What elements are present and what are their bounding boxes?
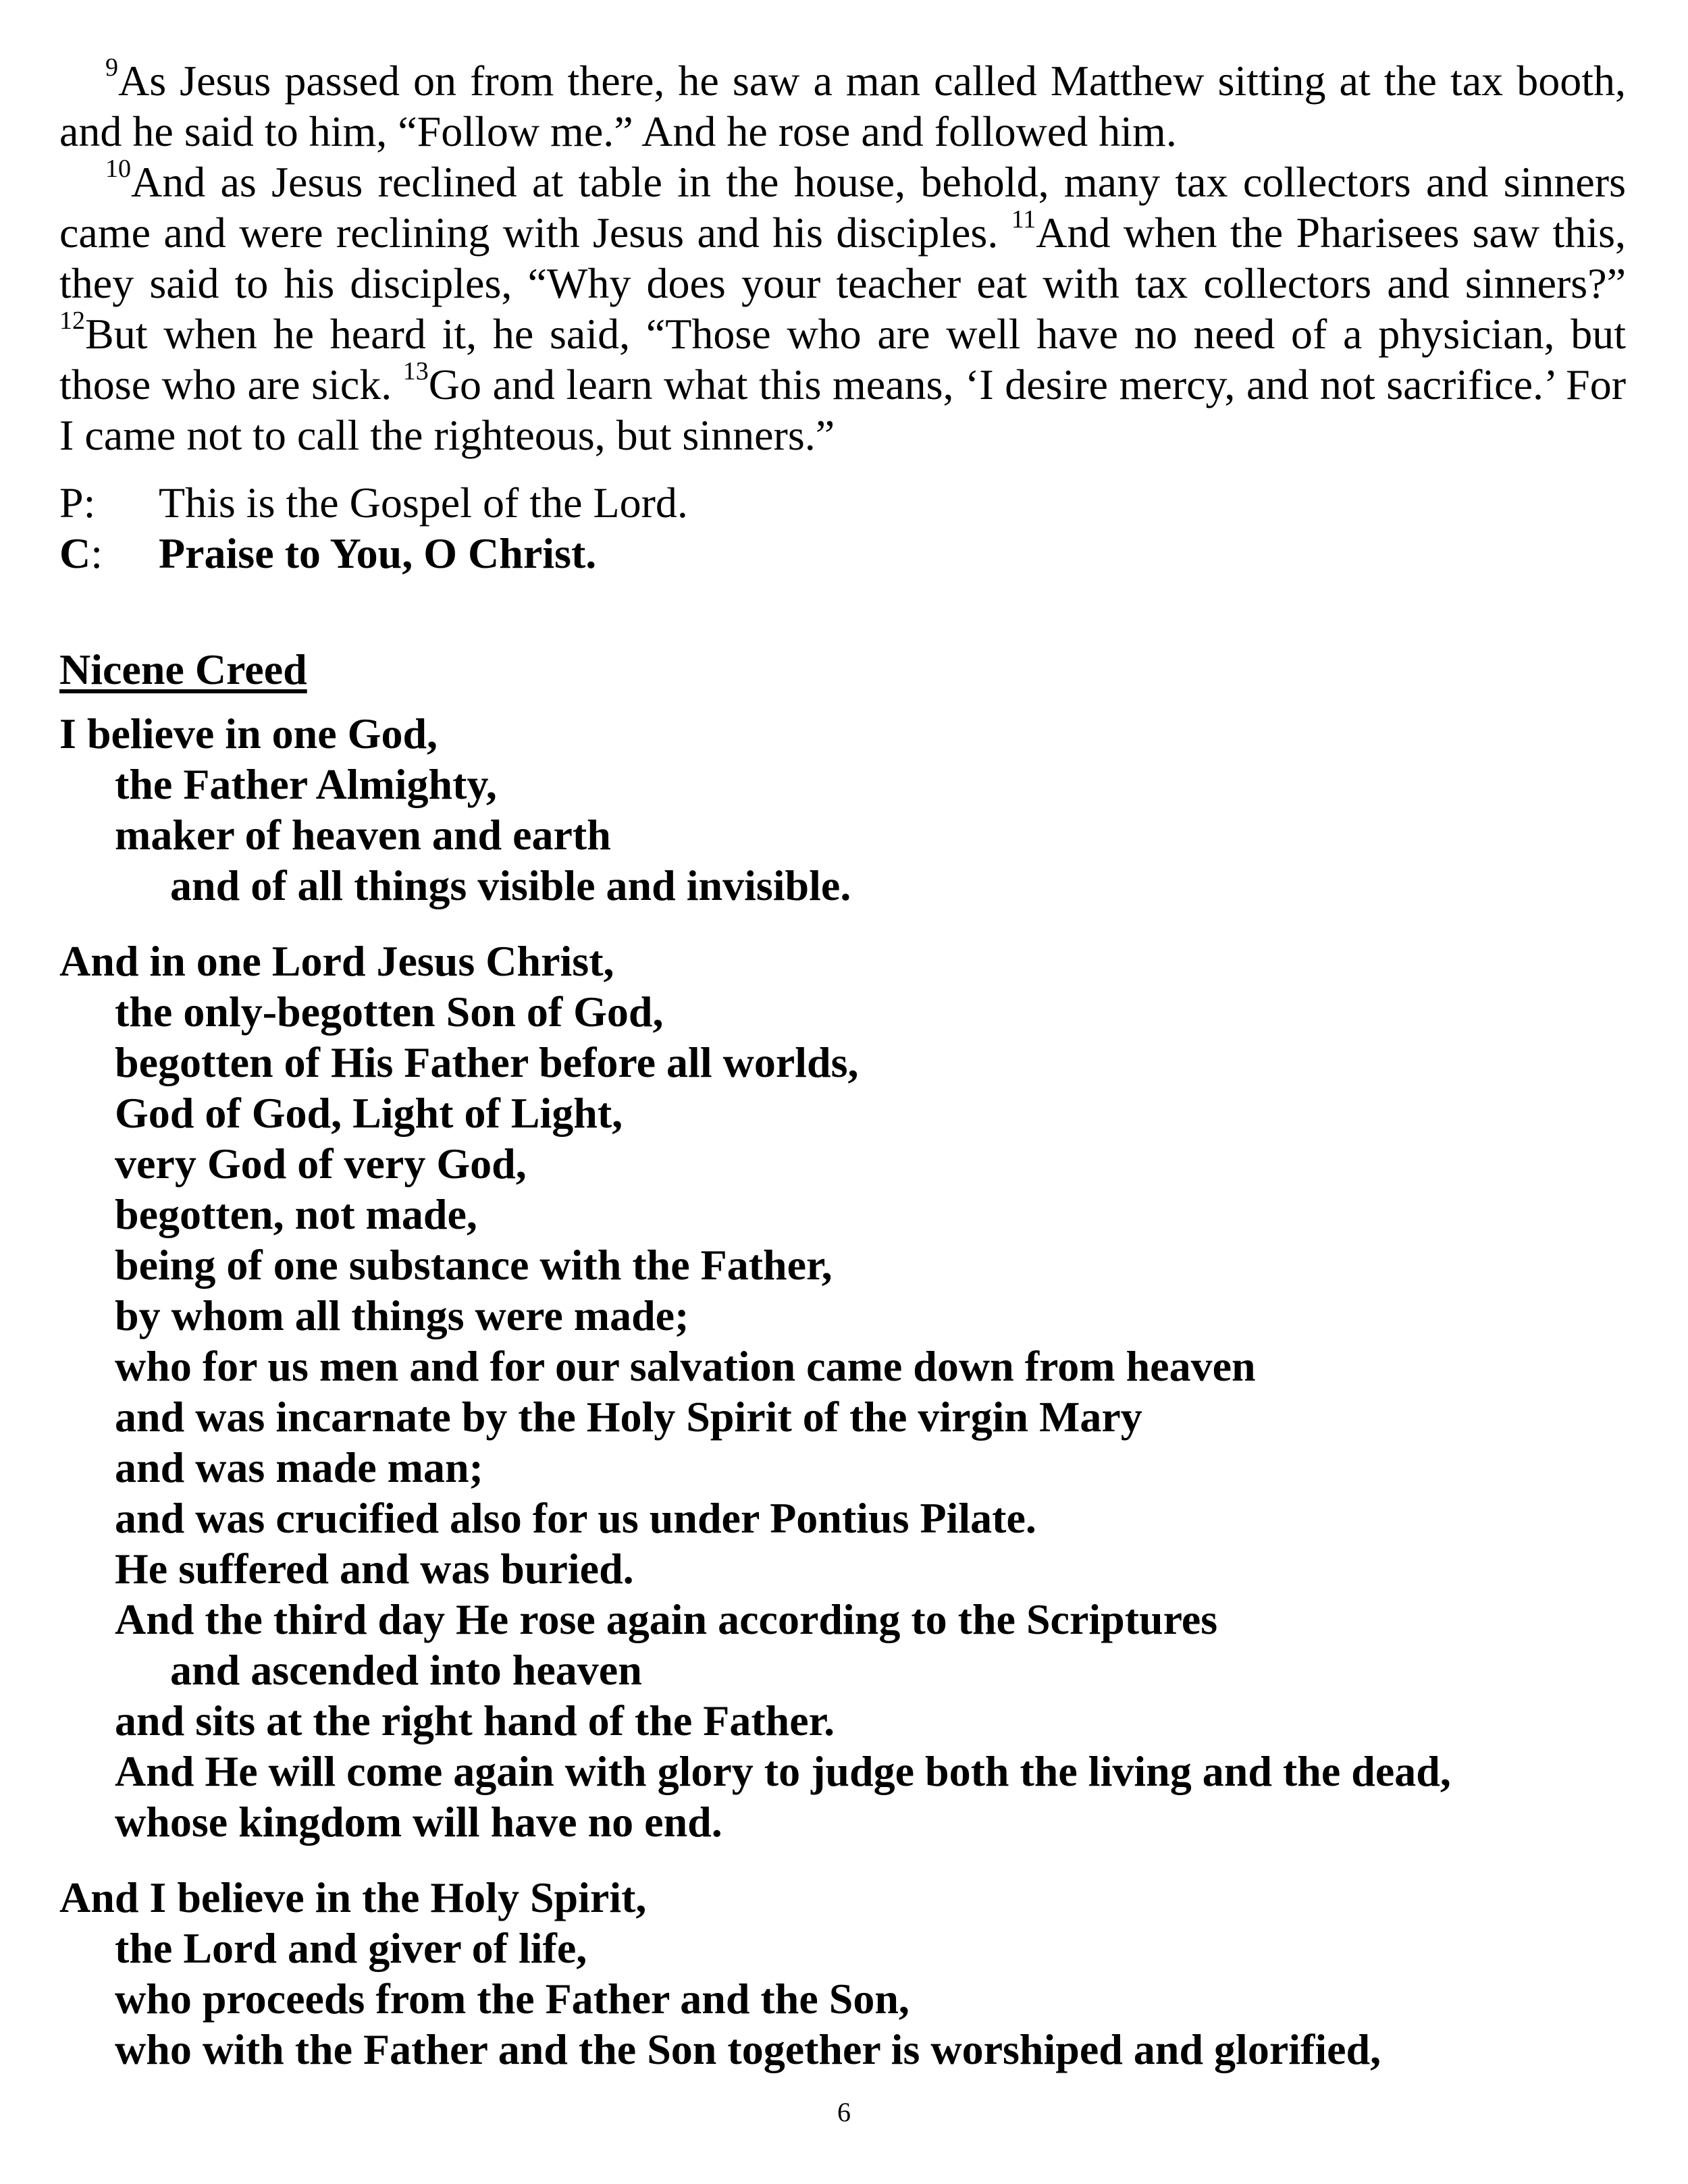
- creed-line: I believe in one God,: [59, 710, 438, 757]
- verse-text: Go and learn what this means, ‘I desire mercy, and not sacrifice.’ For I came not to call the righteous, but sinners.”: [59, 361, 1626, 459]
- response-text: Praise to You, O Christ.: [159, 529, 597, 577]
- responsive-dialogue: [59, 477, 1626, 579]
- creed-line: and ascended into heaven: [170, 1646, 642, 1694]
- creed-line: and was incarnate by the Holy Spirit of the virgin Mary: [115, 1393, 1142, 1441]
- page-number: 6: [837, 2097, 851, 2127]
- creed-line: very God of very God,: [115, 1140, 527, 1188]
- creed-line: begotten of His Father before all worlds,: [115, 1038, 859, 1086]
- creed-line: God of God, Light of Light,: [115, 1089, 623, 1137]
- creed-line: the Lord and giver of life,: [115, 1924, 587, 1972]
- creed-line: begotten, not made,: [115, 1190, 477, 1238]
- creed-line: and sits at the right hand of the Father.: [115, 1697, 835, 1744]
- response-line: [59, 477, 1626, 528]
- creed-line: the only-begotten Son of God,: [115, 988, 664, 1036]
- creed-line: And in one Lord Jesus Christ,: [59, 937, 614, 985]
- verse-number: 12: [59, 307, 85, 335]
- creed-stanza: [59, 936, 1626, 1847]
- creed-line: by whom all things were made;: [115, 1291, 689, 1339]
- creed-stanza: [59, 1872, 1626, 2075]
- creed-line: and of all things visible and invisible.: [170, 861, 851, 909]
- creed-line: And He will come again with glory to judge both the living and the dead,: [115, 1747, 1451, 1795]
- creed-line: being of one substance with the Father,: [115, 1241, 833, 1289]
- creed-line: And the third day He rose again according to the Scriptures: [115, 1595, 1218, 1643]
- speaker-label: [59, 477, 159, 528]
- verse-text: And as Jesus reclined at table in the house, behold, many tax collectors and sinners came and were reclining with Jesus and his disciples.: [59, 158, 1626, 257]
- verse-number: 9: [105, 53, 118, 82]
- reading-paragraph: [59, 157, 1626, 460]
- creed-line: who proceeds from the Father and the Son,: [115, 1975, 909, 2023]
- verse-number: 11: [1011, 205, 1036, 234]
- creed-line: and was made man;: [115, 1443, 483, 1491]
- creed-line: and was crucified also for us under Pontius Pilate.: [115, 1494, 1036, 1542]
- creed-line: who with the Father and the Son together is worshiped and glorified,: [115, 2025, 1381, 2073]
- speaker-label: [59, 528, 159, 579]
- verse-text: And when the Pharisees saw this, they said to his disciples, “Why does your teacher eat with tax collectors and sinners?”: [59, 209, 1626, 307]
- response-line: [59, 528, 1626, 579]
- creed-line: maker of heaven and earth: [115, 811, 611, 859]
- document-page: [59, 55, 1626, 2075]
- section-title-nicene-creed: Nicene Creed: [59, 645, 307, 693]
- speaker-colon: :: [90, 529, 103, 577]
- verse-number: 13: [402, 357, 429, 385]
- speaker-colon: :: [83, 479, 96, 527]
- creed-line: the Father Almighty,: [115, 760, 497, 808]
- speaker-letter: C: [59, 529, 91, 577]
- reading-paragraph: [59, 55, 1626, 157]
- creed-line: And I believe in the Holy Spirit,: [59, 1873, 647, 1921]
- verse-text: But when he heard it, he said, “Those who are well have no need of a physician, but those who are sick.: [59, 310, 1626, 408]
- nicene-creed-text: [59, 708, 1626, 2075]
- speaker-letter: P: [59, 479, 84, 527]
- creed-line: who for us men and for our salvation came down from heaven: [115, 1342, 1256, 1390]
- creed-line: whose kingdom will have no end.: [115, 1798, 722, 1846]
- verse-text: As Jesus passed on from there, he saw a man called Matthew sitting at the tax booth, and he said to him, “Follow me.” And he rose and followed him.: [59, 57, 1626, 155]
- response-text: This is the Gospel of the Lord.: [159, 479, 688, 527]
- creed-line: He suffered and was buried.: [115, 1545, 634, 1593]
- gospel-reading: [59, 55, 1626, 460]
- verse-number: 10: [105, 155, 131, 183]
- creed-stanza: [59, 708, 1626, 911]
